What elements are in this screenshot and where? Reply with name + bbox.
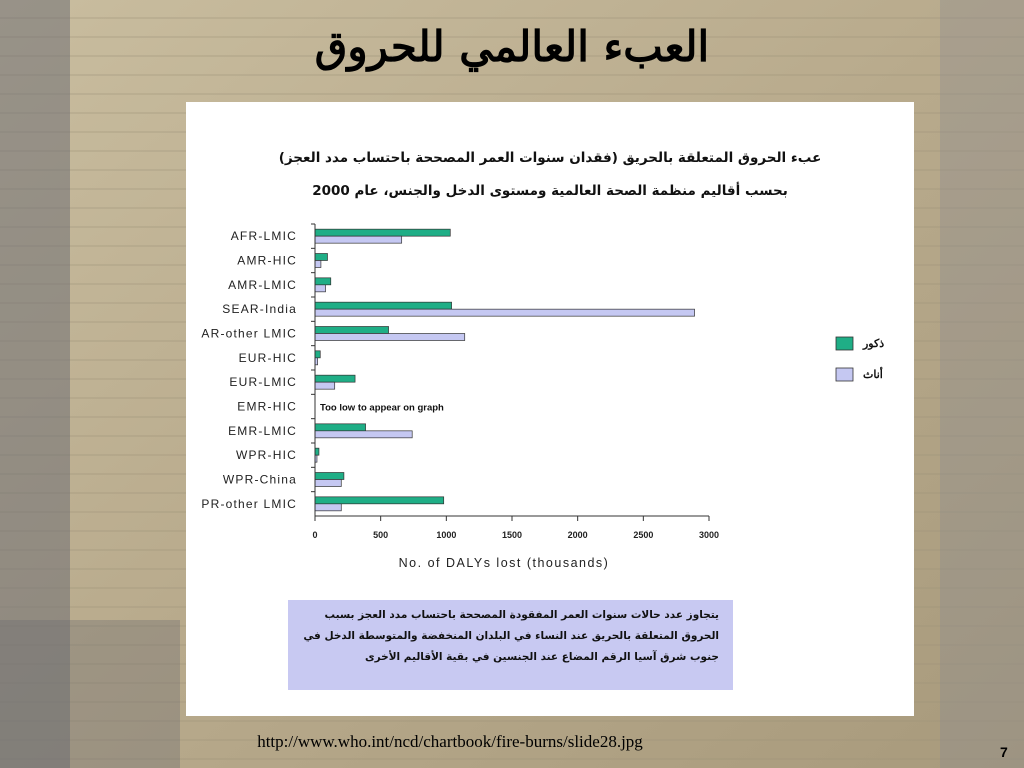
category-label: SEAR-India	[222, 302, 297, 317]
note-line: يتجاوز عدد حالات سنوات العمر المفقودة المصححة باحتساب مدد العجز بسبب	[324, 609, 719, 621]
bar	[315, 424, 366, 431]
x-tick-label: 500	[373, 530, 389, 540]
category-label: EMR-HIC	[237, 399, 297, 414]
chart-title: عبء الحروق المتعلقة بالحريق (فقدان سنوات العمر المصححة باحتساب مدد العجز)	[278, 150, 822, 166]
x-tick-label: 1500	[501, 530, 523, 540]
bar	[315, 327, 389, 334]
category-label: EMR-LMIC	[228, 423, 297, 438]
bar	[315, 302, 452, 309]
category-label: WPR-China	[222, 472, 297, 487]
bar	[315, 236, 402, 243]
x-tick-label: 3000	[698, 530, 720, 540]
bar	[315, 254, 327, 261]
x-tick-label: 2500	[633, 530, 654, 540]
bar	[315, 375, 355, 382]
category-label: PR-other LMIC	[201, 496, 297, 511]
x-tick-label: 0	[312, 530, 318, 540]
category-label: AFR-LMIC	[230, 229, 297, 244]
chart-subtitle: بحسب أقاليم منظمة الصحة العالمية ومستوى الدخل والجنس، عام 2000	[312, 183, 788, 199]
bar	[315, 480, 341, 487]
bar	[315, 261, 321, 268]
category-label: AMR-HIC	[237, 253, 297, 268]
category-label: EUR-HIC	[238, 350, 297, 365]
x-tick-label: 2000	[567, 530, 588, 540]
note-line: الحروق المتعلقة بالحريق عند النساء في البلدان المنخفضة والمتوسطة الدخل في	[303, 630, 719, 642]
note-line: جنوب شرق آسيا الرقم المضاع عند الجنسين في بقية الأقاليم الأخرى	[365, 651, 719, 663]
category-label: AR-other LMIC	[201, 326, 297, 341]
bar	[315, 431, 412, 438]
bar	[315, 448, 319, 455]
bar	[315, 497, 444, 504]
legend-swatch	[836, 368, 853, 381]
source-url[interactable]: http://www.who.int/ncd/chartbook/fire-burns/slide28.jpg	[257, 732, 643, 751]
bar	[315, 285, 326, 292]
legend-label: ذكور	[863, 338, 885, 350]
category-label: WPR-HIC	[235, 448, 297, 463]
category-label: AMR-LMIC	[228, 277, 297, 292]
x-axis-label: No. of DALYs lost (thousands)	[398, 556, 610, 570]
bar	[315, 229, 450, 236]
bar	[315, 473, 344, 480]
bar	[315, 334, 465, 341]
bar	[315, 351, 320, 358]
bar	[315, 504, 341, 511]
page-number: 7	[1000, 744, 1008, 760]
annotation-label: Too low to appear on graph	[320, 402, 444, 414]
x-tick-label: 1000	[436, 530, 457, 540]
bar	[315, 382, 335, 389]
slide-title: العبء العالمي للحروق	[314, 22, 710, 71]
note-box	[288, 600, 733, 690]
legend-label: أناث	[863, 369, 883, 381]
bar	[315, 278, 331, 285]
category-label: EUR-LMIC	[229, 375, 297, 390]
bar	[315, 309, 695, 316]
legend-swatch	[836, 337, 853, 350]
